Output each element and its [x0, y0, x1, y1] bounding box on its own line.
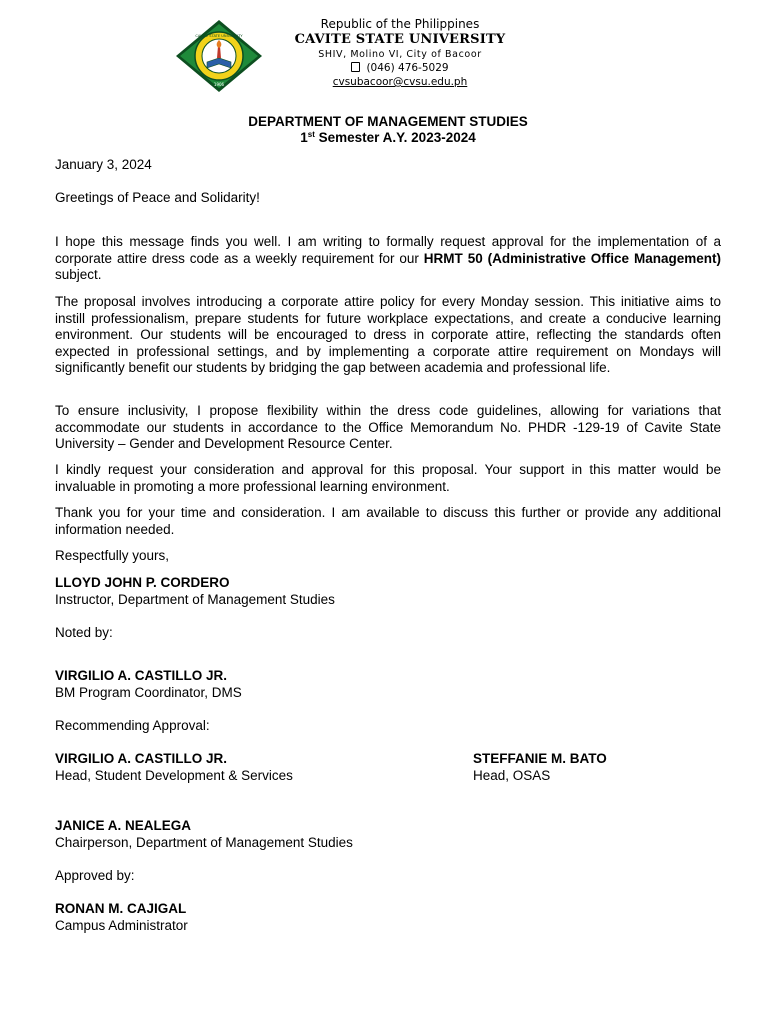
letterhead-text: [290, 17, 510, 89]
recommender-3-name: JANICE A. NEALEGA: [55, 818, 192, 833]
paragraph-1: I hope this message finds you well. I am writing to formally request approval for the implementation of a corporate attire dress code as a weekly requirement for our HRMT 50 (Administrative Office Management) subject.: [55, 234, 721, 282]
approved-label: Approved by:: [55, 868, 135, 883]
paragraph-3: To ensure inclusivity, I propose flexibility within the dress code guidelines, allowing for variations that accommodate our students in accordance to the Office Memorandum No. PHDR -129-19 of Cavite State University – Gender and Development Resource Center.: [55, 403, 721, 451]
svg-text:CAVITE STATE UNIVERSITY: CAVITE STATE UNIVERSITY: [195, 34, 243, 38]
recommender-2-name: STEFFANIE M. BATO: [473, 751, 607, 766]
approver-title: Campus Administrator: [55, 918, 188, 933]
noted-name: VIRGILIO A. CASTILLO JR.: [55, 668, 228, 683]
department-title: DEPARTMENT OF MANAGEMENT STUDIES: [248, 114, 528, 129]
noted-label: Noted by:: [55, 625, 113, 640]
university-name: CAVITE STATE UNIVERSITY: [294, 32, 506, 47]
closing: Respectfully yours,: [55, 548, 170, 563]
author-signatory: [55, 574, 335, 608]
paragraph-5: Thank you for your time and consideration. I am available to discuss this further or provide any additional information needed.: [55, 505, 721, 537]
svg-text:1906: 1906: [213, 82, 225, 87]
recommender-2-title: Head, OSAS: [473, 768, 551, 783]
university-seal-logo: [174, 18, 264, 94]
author-title: Instructor, Department of Management Studies: [55, 592, 335, 607]
approver-signatory: [55, 900, 188, 934]
letter-date: January 3, 2024: [55, 157, 152, 172]
letter-greeting: Greetings of Peace and Solidarity!: [55, 190, 260, 205]
republic-line: Republic of the Philippines: [320, 17, 480, 31]
phone-icon: [351, 62, 360, 72]
email-link[interactable]: cvsubacoor@cvsu.edu.ph: [332, 76, 468, 88]
noted-signatory: [55, 667, 242, 701]
recommender-3-title: Chairperson, Department of Management Studies: [55, 835, 353, 850]
recommender-2: [473, 750, 607, 784]
paragraph-2: The proposal involves introducing a corporate attire policy for every Monday session. This initiative aims to instill professionalism, prepare students for future workplace expectations, and create a conducive learning environment. Our students will be encouraged to dress in corporate attire, reflecting the standards often expected in professional settings, and by implementing a corporate attire requirement on Mondays will significantly benefit our students by bridging the gap between academia and professional life.: [55, 294, 721, 375]
address-line: SHIV, Molino VI, City of Bacoor: [318, 49, 482, 60]
letterhead: [0, 0, 768, 100]
approver-name: RONAN M. CAJIGAL: [55, 901, 187, 916]
recommender-1: [55, 750, 293, 784]
paragraph-4: I kindly request your consideration and approval for this proposal. Your support in this matter would be invaluable in promoting a more professional learning environment.: [55, 462, 721, 494]
recommender-3: [55, 817, 353, 851]
author-name: LLOYD JOHN P. CORDERO: [55, 575, 230, 590]
noted-title: BM Program Coordinator, DMS: [55, 685, 242, 700]
recommender-1-title: Head, Student Development & Services: [55, 768, 293, 783]
recommender-1-name: VIRGILIO A. CASTILLO JR.: [55, 751, 228, 766]
recommending-label: Recommending Approval:: [55, 718, 210, 733]
phone-line: (046) 476-5029: [290, 61, 510, 75]
semester-title: 1st Semester A.Y. 2023-2024: [300, 130, 476, 145]
